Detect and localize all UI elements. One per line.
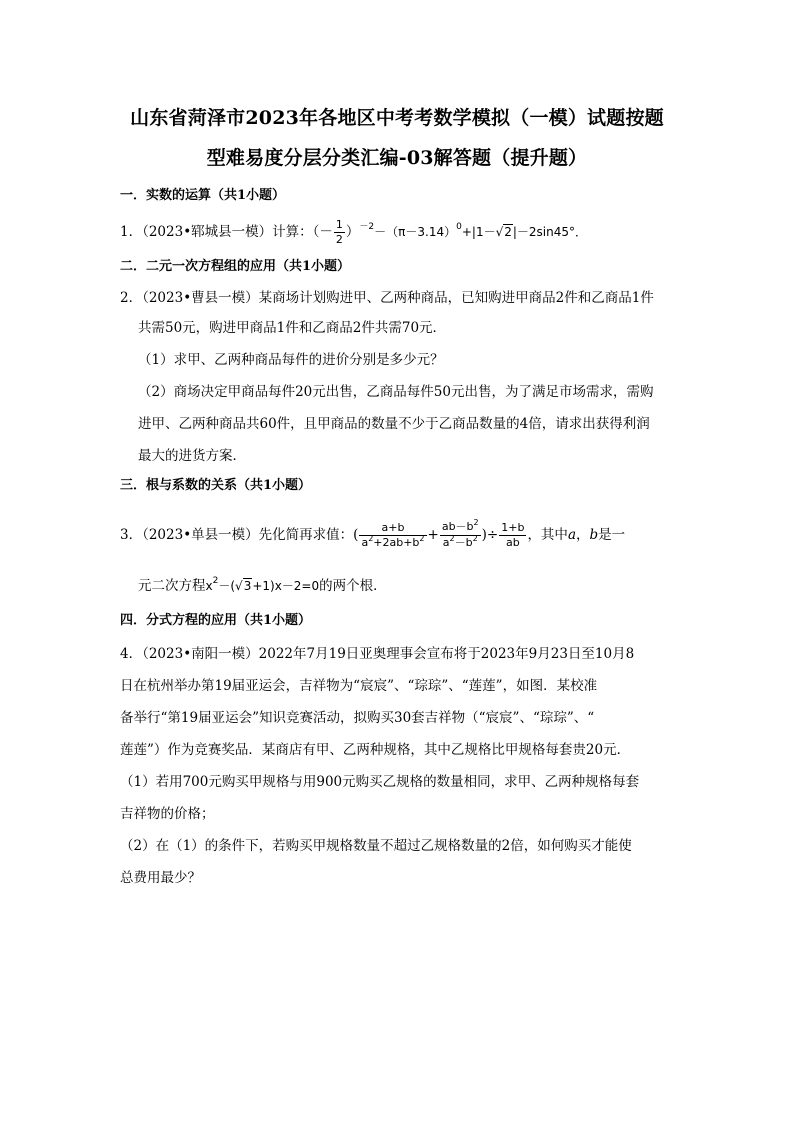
q1-sqrt: √2 <box>495 225 512 239</box>
question-4-line2: 日在杭州举办第19届亚运会，吉祥物为“宸宸”、“琮琮”、“莲莲”，如图．某校准 <box>120 678 598 694</box>
question-4-line4: 莲莲”）作为竞赛奖品．某商店有甲、乙两种规格，其中乙规格比甲规格每套贵20元． <box>120 742 631 758</box>
section-heading-2: 二．二元一次方程组的应用（共1小题） <box>120 259 351 274</box>
q3-fraction-1: $\frac{a+b}{a^2+2ab+b^2}$ <box>361 520 425 549</box>
question-2-line2: 共需50元，购进甲商品1件和乙商品2件共需70元． <box>138 320 447 336</box>
question-2-part2-line3: 最大的进货方案． <box>138 448 246 464</box>
question-2-part2-line2: 进甲、乙两种商品共60件，且甲商品的数量不少于乙商品数量的4倍，请求出获得利润 <box>138 416 650 432</box>
document-title-line2: 型难易度分层分类汇编-03解答题（提升题） <box>206 147 588 169</box>
q3-fraction-2: $\frac{ab-b^2}{a^2-b^2}$ <box>441 518 479 549</box>
document-title-line1: 山东省菏泽市2023年各地区中考考数学模拟（一模）试题按题 <box>130 107 664 129</box>
q3-fraction-3: $\frac{1+b}{ab}$ <box>501 521 525 549</box>
q3-equation: $x^2-(√3+1)x-2=0$ <box>205 576 320 593</box>
question-2-line1: 2．（2023•曹县一模）某商场计划购进甲、乙两种商品，已知购进甲商品2件和乙商品1件 <box>120 290 654 306</box>
question-3-line1: 3．（2023•单县一模）先化简再求值：( $\frac{a+b}{a^2+2ab+b^2}$ + $\frac{ab-b^2}{a^2-b^2}$ )÷ $\frac{1+b}{ab}$ ，其中a，b是一 <box>120 518 626 549</box>
question-4-line3: 备举行“第19届亚运会”知识竞赛活动，拟购买30套吉祥物（“宸宸”、“琮琮”、“ <box>120 710 595 726</box>
section-heading-1: 一．实数的运算（共1小题） <box>120 188 286 203</box>
question-4-part1-line1: （1）若用700元购买甲规格与用900元购买乙规格的数量相同，求甲、乙两种规格每套 <box>120 774 640 790</box>
section-heading-4: 四．分式方程的应用（共1小题） <box>120 613 312 628</box>
q1-prefix: 1．（2023•郓城县一模）计算：（－ <box>120 224 333 240</box>
question-2-part1: （1）求甲、乙两种商品每件的进价分别是多少元？ <box>138 352 444 368</box>
question-2-part2-line1: （2）商场决定甲商品每件20元出售，乙商品每件50元出售，为了满足市场需求，需购 <box>138 384 654 400</box>
section-heading-3: 三．根与系数的关系（共1小题） <box>120 478 312 493</box>
question-1: 1．（2023•郓城县一模）计算：（－ $\frac{1}{2}$ ）$^{-2}-(\pi-3.14)^0+|1-√2|-2\sin 45^\circ$． <box>120 218 588 246</box>
question-3-line2: 元二次方程$x^2-(√3+1)x-2=0$的两个根． <box>138 576 387 594</box>
question-4-part2-line1: （2）在（1）的条件下，若购买甲规格数量不超过乙规格数量的2倍，如何购买才能使 <box>120 838 632 854</box>
question-4-line1: 4．（2023•南阳一模）2022年7月19日亚奥理事会宣布将于2023年9月23日至10月8 <box>120 646 635 662</box>
question-4-part2-line2: 总费用最少？ <box>120 870 201 886</box>
question-4-part1-line2: 吉祥物的价格； <box>120 806 215 822</box>
q1-fraction: $\frac{1}{2}$ <box>335 218 343 246</box>
